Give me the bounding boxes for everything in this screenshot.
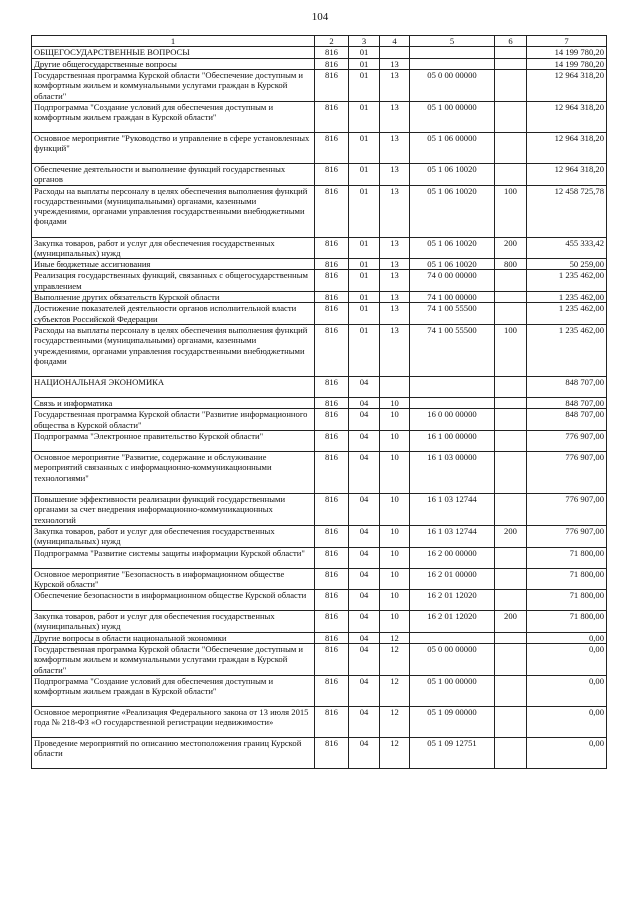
cell-target-article xyxy=(410,632,495,643)
cell-name: Подпрограмма "Электронное правительство Курской области" xyxy=(32,430,315,451)
cell-admin-code: 816 xyxy=(315,185,349,237)
cell-subsection: 12 xyxy=(380,738,410,769)
cell-admin-code: 816 xyxy=(315,644,349,676)
cell-admin-code: 816 xyxy=(315,101,349,132)
table-body xyxy=(32,47,607,769)
table-row xyxy=(32,101,607,132)
cell-expense-type xyxy=(495,738,527,769)
cell-name: НАЦИОНАЛЬНАЯ ЭКОНОМИКА xyxy=(32,377,315,398)
cell-name: Государственная программа Курской области "Обеспечение доступным и комфортным жильем и коммунальными услугами граждан в Курской области" xyxy=(32,644,315,676)
cell-target-article: 05 1 06 10020 xyxy=(410,185,495,237)
cell-expense-type xyxy=(495,568,527,590)
cell-section: 04 xyxy=(349,644,380,676)
table-row xyxy=(32,132,607,163)
cell-section: 04 xyxy=(349,377,380,398)
table-row xyxy=(32,163,607,185)
cell-target-article: 16 1 03 00000 xyxy=(410,451,495,493)
cell-section: 04 xyxy=(349,738,380,769)
cell-section: 01 xyxy=(349,58,380,69)
cell-name: Иные бюджетные ассигнования xyxy=(32,259,315,270)
cell-target-article: 16 2 01 12020 xyxy=(410,590,495,611)
cell-amount: 0,00 xyxy=(527,738,607,769)
cell-name: Выполнение других обязательств Курской области xyxy=(32,292,315,303)
cell-expense-type xyxy=(495,451,527,493)
table-row xyxy=(32,69,607,101)
cell-target-article: 16 2 00 00000 xyxy=(410,547,495,568)
cell-amount: 12 964 318,20 xyxy=(527,69,607,101)
cell-admin-code: 816 xyxy=(315,398,349,409)
cell-target-article: 05 1 00 00000 xyxy=(410,676,495,707)
cell-target-article: 05 1 09 12751 xyxy=(410,738,495,769)
cell-section: 01 xyxy=(349,292,380,303)
cell-admin-code: 816 xyxy=(315,611,349,633)
cell-name: Повышение эффективности реализации функций государственными органами за счет внедрения информационно-коммуникационных технологий xyxy=(32,493,315,525)
cell-admin-code: 816 xyxy=(315,590,349,611)
cell-amount: 14 199 780,20 xyxy=(527,58,607,69)
table-row xyxy=(32,398,607,409)
cell-target-article xyxy=(410,58,495,69)
cell-section: 04 xyxy=(349,398,380,409)
cell-subsection: 10 xyxy=(380,409,410,431)
cell-expense-type xyxy=(495,632,527,643)
cell-subsection: 13 xyxy=(380,292,410,303)
table-row xyxy=(32,611,607,633)
cell-subsection: 10 xyxy=(380,493,410,525)
table-row xyxy=(32,325,607,377)
cell-expense-type: 200 xyxy=(495,611,527,633)
cell-target-article: 74 1 00 55500 xyxy=(410,325,495,377)
cell-section: 04 xyxy=(349,451,380,493)
cell-subsection: 12 xyxy=(380,644,410,676)
cell-expense-type: 100 xyxy=(495,185,527,237)
cell-name: Подпрограмма "Развитие системы защиты информации Курской области" xyxy=(32,547,315,568)
cell-admin-code: 816 xyxy=(315,132,349,163)
cell-amount: 776 907,00 xyxy=(527,493,607,525)
cell-admin-code: 816 xyxy=(315,568,349,590)
cell-admin-code: 816 xyxy=(315,707,349,738)
cell-subsection: 13 xyxy=(380,58,410,69)
cell-section: 01 xyxy=(349,101,380,132)
cell-section: 04 xyxy=(349,707,380,738)
cell-admin-code: 816 xyxy=(315,270,349,292)
cell-name: Закупка товаров, работ и услуг для обеспечения государственных (муниципальных) нужд xyxy=(32,525,315,547)
cell-expense-type xyxy=(495,303,527,325)
cell-expense-type xyxy=(495,547,527,568)
cell-amount: 455 333,42 xyxy=(527,237,607,259)
header-col-1: 1 xyxy=(32,36,315,47)
page-number: 104 xyxy=(311,11,329,23)
cell-target-article: 16 1 00 00000 xyxy=(410,430,495,451)
table-row xyxy=(32,632,607,643)
cell-amount: 0,00 xyxy=(527,632,607,643)
table-row xyxy=(32,451,607,493)
table-row xyxy=(32,259,607,270)
cell-admin-code: 816 xyxy=(315,69,349,101)
cell-admin-code: 816 xyxy=(315,547,349,568)
cell-section: 04 xyxy=(349,632,380,643)
cell-subsection: 13 xyxy=(380,325,410,377)
cell-amount: 0,00 xyxy=(527,676,607,707)
table-row xyxy=(32,644,607,676)
cell-subsection: 13 xyxy=(380,259,410,270)
cell-target-article: 05 1 09 00000 xyxy=(410,707,495,738)
cell-amount: 848 707,00 xyxy=(527,398,607,409)
cell-name: Другие общегосударственные вопросы xyxy=(32,58,315,69)
cell-expense-type xyxy=(495,409,527,431)
cell-target-article: 74 1 00 55500 xyxy=(410,303,495,325)
cell-name: Основное мероприятие "Развитие, содержание и обслуживание мероприятий связанных с информационно-коммуникационными технологиями" xyxy=(32,451,315,493)
cell-name: Основное мероприятие «Реализация Федерального закона от 13 июля 2015 года № 218-ФЗ «О государственной регистрации недвижимости» xyxy=(32,707,315,738)
cell-expense-type: 200 xyxy=(495,237,527,259)
cell-subsection: 13 xyxy=(380,237,410,259)
table-row xyxy=(32,47,607,58)
table-row xyxy=(32,676,607,707)
cell-admin-code: 816 xyxy=(315,676,349,707)
cell-amount: 50 259,00 xyxy=(527,259,607,270)
cell-section: 01 xyxy=(349,237,380,259)
cell-name: Другие вопросы в области национальной экономики xyxy=(32,632,315,643)
table-row xyxy=(32,303,607,325)
cell-expense-type: 800 xyxy=(495,259,527,270)
table-row xyxy=(32,738,607,769)
cell-section: 01 xyxy=(349,185,380,237)
table-row xyxy=(32,270,607,292)
table-row xyxy=(32,237,607,259)
cell-name: Подпрограмма "Создание условий для обеспечения доступным и комфортным жильем граждан в Курской области" xyxy=(32,676,315,707)
cell-name: Реализация государственных функций, связанных с общегосударственным управлением xyxy=(32,270,315,292)
header-row xyxy=(32,36,607,47)
cell-target-article: 16 2 01 12020 xyxy=(410,611,495,633)
table-row xyxy=(32,707,607,738)
cell-target-article: 05 0 00 00000 xyxy=(410,69,495,101)
cell-name: Закупка товаров, работ и услуг для обеспечения государственных (муниципальных) нужд xyxy=(32,611,315,633)
table-row xyxy=(32,568,607,590)
cell-admin-code: 816 xyxy=(315,58,349,69)
cell-name: Основное мероприятие "Руководство и управление в сфере установленных функций" xyxy=(32,132,315,163)
cell-amount: 1 235 462,00 xyxy=(527,325,607,377)
cell-admin-code: 816 xyxy=(315,303,349,325)
cell-section: 04 xyxy=(349,430,380,451)
cell-subsection: 10 xyxy=(380,398,410,409)
cell-admin-code: 816 xyxy=(315,47,349,58)
cell-expense-type xyxy=(495,590,527,611)
cell-expense-type: 200 xyxy=(495,525,527,547)
cell-expense-type xyxy=(495,676,527,707)
cell-expense-type xyxy=(495,58,527,69)
cell-target-article xyxy=(410,47,495,58)
table-row xyxy=(32,525,607,547)
cell-admin-code: 816 xyxy=(315,430,349,451)
cell-amount: 1 235 462,00 xyxy=(527,270,607,292)
table-row xyxy=(32,493,607,525)
header-col-5: 5 xyxy=(410,36,495,47)
cell-amount: 12 964 318,20 xyxy=(527,101,607,132)
cell-subsection: 12 xyxy=(380,707,410,738)
cell-admin-code: 816 xyxy=(315,409,349,431)
cell-expense-type: 100 xyxy=(495,325,527,377)
table-row xyxy=(32,590,607,611)
cell-section: 01 xyxy=(349,47,380,58)
cell-target-article: 05 1 06 10020 xyxy=(410,259,495,270)
cell-subsection: 12 xyxy=(380,676,410,707)
cell-expense-type xyxy=(495,69,527,101)
cell-target-article: 05 1 06 00000 xyxy=(410,132,495,163)
cell-subsection: 13 xyxy=(380,303,410,325)
cell-target-article: 16 1 03 12744 xyxy=(410,493,495,525)
cell-name: Основное мероприятие "Безопасность в информационном обществе Курской области" xyxy=(32,568,315,590)
cell-name: Государственная программа Курской области "Обеспечение доступным и комфортным жильем и коммунальными услугами граждан в Курской области" xyxy=(32,69,315,101)
cell-admin-code: 816 xyxy=(315,259,349,270)
table-row xyxy=(32,547,607,568)
cell-subsection xyxy=(380,47,410,58)
cell-amount: 71 800,00 xyxy=(527,611,607,633)
cell-subsection: 10 xyxy=(380,430,410,451)
cell-admin-code: 816 xyxy=(315,292,349,303)
cell-expense-type xyxy=(495,377,527,398)
header-col-6: 6 xyxy=(495,36,527,47)
cell-amount: 12 964 318,20 xyxy=(527,163,607,185)
cell-expense-type xyxy=(495,430,527,451)
cell-subsection: 13 xyxy=(380,185,410,237)
cell-amount: 848 707,00 xyxy=(527,409,607,431)
cell-amount: 14 199 780,20 xyxy=(527,47,607,58)
table-row xyxy=(32,409,607,431)
cell-target-article: 74 0 00 00000 xyxy=(410,270,495,292)
cell-target-article: 74 1 00 00000 xyxy=(410,292,495,303)
cell-subsection: 13 xyxy=(380,69,410,101)
cell-subsection: 10 xyxy=(380,451,410,493)
header-col-2: 2 xyxy=(315,36,349,47)
cell-amount: 71 800,00 xyxy=(527,590,607,611)
cell-amount: 1 235 462,00 xyxy=(527,303,607,325)
cell-name: Государственная программа Курской области "Развитие информационного общества в Курской области" xyxy=(32,409,315,431)
table-row xyxy=(32,185,607,237)
table-row xyxy=(32,377,607,398)
cell-target-article: 05 0 00 00000 xyxy=(410,644,495,676)
cell-admin-code: 816 xyxy=(315,451,349,493)
cell-subsection: 10 xyxy=(380,568,410,590)
cell-name: Достижение показателей деятельности органов исполнительной власти субъектов Российской Федерации xyxy=(32,303,315,325)
budget-table xyxy=(31,35,607,769)
cell-name: ОБЩЕГОСУДАРСТВЕННЫЕ ВОПРОСЫ xyxy=(32,47,315,58)
cell-admin-code: 816 xyxy=(315,163,349,185)
cell-target-article xyxy=(410,398,495,409)
cell-name: Закупка товаров, работ и услуг для обеспечения государственных (муниципальных) нужд xyxy=(32,237,315,259)
cell-amount: 71 800,00 xyxy=(527,568,607,590)
cell-subsection: 13 xyxy=(380,101,410,132)
cell-target-article: 05 1 00 00000 xyxy=(410,101,495,132)
cell-admin-code: 816 xyxy=(315,377,349,398)
cell-subsection: 13 xyxy=(380,270,410,292)
cell-subsection: 13 xyxy=(380,132,410,163)
cell-target-article: 16 1 03 12744 xyxy=(410,525,495,547)
cell-amount: 848 707,00 xyxy=(527,377,607,398)
cell-admin-code: 816 xyxy=(315,632,349,643)
cell-section: 01 xyxy=(349,303,380,325)
cell-name: Подпрограмма "Создание условий для обеспечения доступным и комфортным жильем граждан в Курской области" xyxy=(32,101,315,132)
cell-expense-type xyxy=(495,292,527,303)
cell-section: 01 xyxy=(349,132,380,163)
cell-amount: 1 235 462,00 xyxy=(527,292,607,303)
cell-expense-type xyxy=(495,47,527,58)
cell-subsection: 10 xyxy=(380,590,410,611)
cell-admin-code: 816 xyxy=(315,325,349,377)
table-row xyxy=(32,430,607,451)
cell-admin-code: 816 xyxy=(315,493,349,525)
cell-section: 01 xyxy=(349,325,380,377)
cell-amount: 12 458 725,78 xyxy=(527,185,607,237)
cell-expense-type xyxy=(495,132,527,163)
cell-section: 04 xyxy=(349,611,380,633)
cell-subsection xyxy=(380,377,410,398)
cell-admin-code: 816 xyxy=(315,237,349,259)
header-col-3: 3 xyxy=(349,36,380,47)
cell-name: Расходы на выплаты персоналу в целях обеспечения выполнения функций государственными (муниципальными) органами, казенными учреждениями, органами управления государственными внебюджетными фондами xyxy=(32,325,315,377)
cell-section: 04 xyxy=(349,676,380,707)
table-row xyxy=(32,292,607,303)
cell-amount: 776 907,00 xyxy=(527,430,607,451)
cell-section: 04 xyxy=(349,547,380,568)
cell-expense-type xyxy=(495,493,527,525)
cell-subsection: 13 xyxy=(380,163,410,185)
header-col-7: 7 xyxy=(527,36,607,47)
cell-name: Проведение мероприятий по описанию местоположения границ Курской области xyxy=(32,738,315,769)
cell-subsection: 10 xyxy=(380,525,410,547)
cell-target-article: 16 0 00 00000 xyxy=(410,409,495,431)
cell-target-article: 05 1 06 10020 xyxy=(410,237,495,259)
cell-expense-type xyxy=(495,270,527,292)
cell-amount: 776 907,00 xyxy=(527,451,607,493)
cell-subsection: 12 xyxy=(380,632,410,643)
cell-expense-type xyxy=(495,644,527,676)
cell-amount: 71 800,00 xyxy=(527,547,607,568)
cell-admin-code: 816 xyxy=(315,525,349,547)
cell-expense-type xyxy=(495,101,527,132)
cell-subsection: 10 xyxy=(380,547,410,568)
cell-amount: 12 964 318,20 xyxy=(527,132,607,163)
cell-name: Расходы на выплаты персоналу в целях обеспечения выполнения функций государственными (муниципальными) органами, казенными учреждениями, органами управления государственными внебюджетными фондами xyxy=(32,185,315,237)
cell-name: Обеспечение деятельности и выполнение функций государственных органов xyxy=(32,163,315,185)
cell-amount: 0,00 xyxy=(527,707,607,738)
cell-amount: 776 907,00 xyxy=(527,525,607,547)
cell-section: 04 xyxy=(349,525,380,547)
cell-section: 01 xyxy=(349,69,380,101)
header-col-4: 4 xyxy=(380,36,410,47)
cell-subsection: 10 xyxy=(380,611,410,633)
cell-expense-type xyxy=(495,163,527,185)
cell-target-article: 05 1 06 10020 xyxy=(410,163,495,185)
cell-section: 04 xyxy=(349,493,380,525)
cell-amount: 0,00 xyxy=(527,644,607,676)
cell-target-article xyxy=(410,377,495,398)
cell-expense-type xyxy=(495,398,527,409)
cell-section: 04 xyxy=(349,590,380,611)
cell-target-article: 16 2 01 00000 xyxy=(410,568,495,590)
cell-admin-code: 816 xyxy=(315,738,349,769)
cell-section: 04 xyxy=(349,568,380,590)
cell-section: 01 xyxy=(349,259,380,270)
cell-name: Связь и информатика xyxy=(32,398,315,409)
table-row xyxy=(32,58,607,69)
cell-section: 01 xyxy=(349,163,380,185)
cell-section: 04 xyxy=(349,409,380,431)
cell-name: Обеспечение безопасности в информационном обществе Курской области xyxy=(32,590,315,611)
cell-section: 01 xyxy=(349,270,380,292)
cell-expense-type xyxy=(495,707,527,738)
